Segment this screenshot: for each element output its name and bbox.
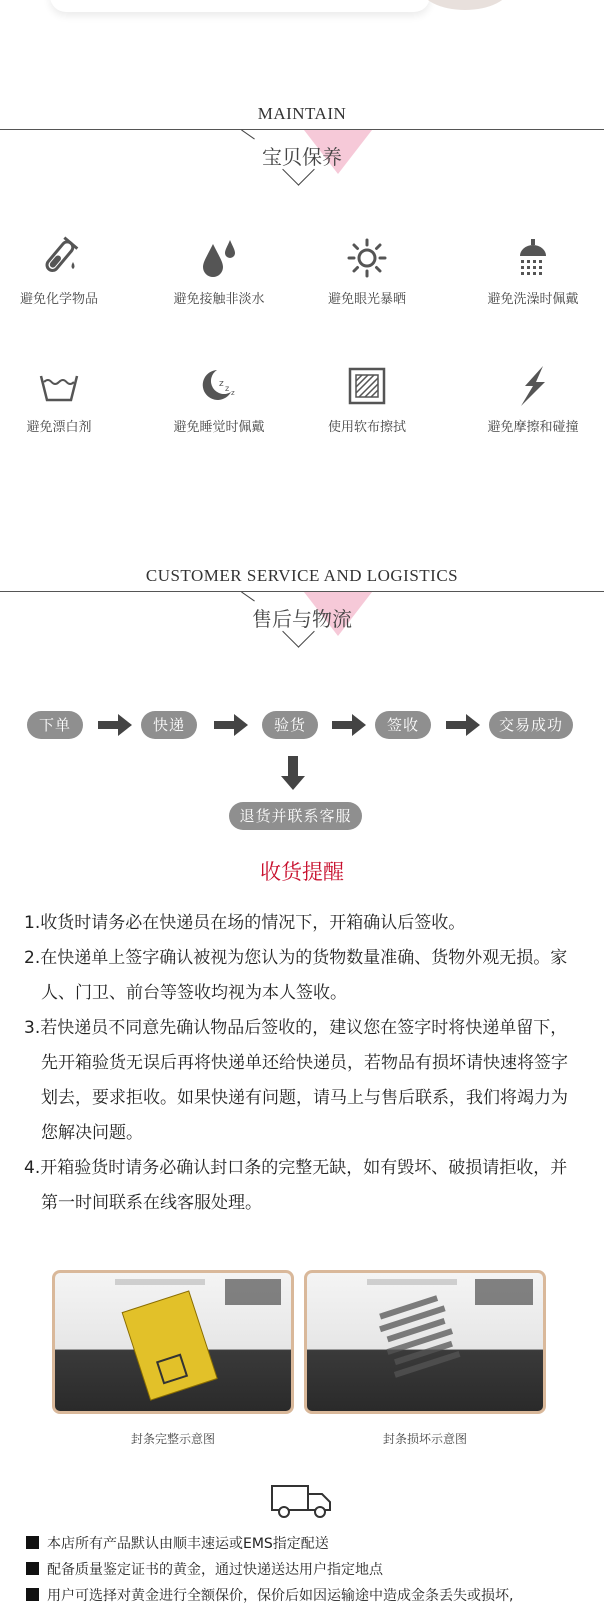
- care-label: 避免漂白剂: [26, 420, 92, 435]
- flow-step-sign: 签收: [375, 711, 431, 739]
- care-label: 避免洗澡时佩戴: [487, 292, 579, 307]
- shipping-line: 用户可选择对黄金进行全额保价，保价后如因运输途中造成金条丢失或损坏,: [26, 1585, 513, 1605]
- svg-text:z: z: [225, 384, 230, 393]
- care-item-sleep: [144, 364, 294, 435]
- care-label: 避免接触非淡水: [173, 292, 265, 307]
- arrow-right-icon: [98, 714, 132, 736]
- care-item-shower: [458, 236, 604, 307]
- arrow-right-icon: [332, 714, 366, 736]
- flow-step-inspect: 验货: [262, 711, 318, 739]
- care-item-bleach: [0, 364, 134, 435]
- water-drops-icon: [197, 236, 241, 280]
- care-label: 避免化学物品: [19, 292, 98, 307]
- notice-item: 1.收货时请务必在快递员在场的情况下，开箱确认后签收。: [24, 913, 466, 933]
- maintain-slash: [241, 130, 255, 140]
- sun-icon: [345, 236, 389, 280]
- seal-intact-photo: [52, 1270, 294, 1414]
- service-slash: [241, 592, 255, 602]
- sleep-moon-icon: [197, 364, 241, 408]
- arrow-right-icon: [214, 714, 248, 736]
- care-label: 使用软布擦拭: [327, 420, 406, 435]
- notice-item: 4.开箱验货时请务必确认封口条的完整无缺，如有毁坏、破损请拒收，并第一时间联系在线客服处理。: [24, 1158, 568, 1213]
- care-item-chemicals: [0, 236, 134, 307]
- lightning-icon: [511, 364, 555, 408]
- care-item-friction: [458, 364, 604, 435]
- maintain-title-cn: 宝贝保养: [262, 145, 342, 169]
- care-label: 避免眼光暴晒: [327, 292, 406, 307]
- shipping-line: 本店所有产品默认由顺丰速运或EMS指定配送: [26, 1533, 329, 1553]
- seal-broken-photo: [304, 1270, 546, 1414]
- bullet-square: [26, 1562, 39, 1575]
- service-title-en: CUSTOMER SERVICE AND LOGISTICS: [145, 566, 459, 585]
- truck-icon: [270, 1480, 334, 1520]
- flow-step-order: 下单: [27, 711, 83, 739]
- flow-step-success: 交易成功: [489, 711, 573, 739]
- notice-item: 3.若快递员不同意先确认物品后签收的，建议您在签字时将快递单留下，先开箱验货无误后再将快递单还给快递员，若物品有损坏请快速将签字划去，要求拒收。如果快递有问题，请马上与售后联系，我们将竭力为您解决问题。: [24, 1018, 568, 1143]
- wash-tub-icon: [37, 364, 81, 408]
- service-title-cn: 售后与物流: [252, 607, 352, 631]
- bullet-square: [26, 1588, 39, 1601]
- photo-caption: 封条完整示意图: [130, 1432, 215, 1446]
- svg-text:z: z: [231, 389, 235, 397]
- arrow-down-icon: [281, 756, 305, 790]
- svg-text:z: z: [219, 379, 224, 389]
- product-card-remnant: [50, 0, 430, 12]
- notice-list: [24, 906, 580, 1221]
- notice-title: 收货提醒: [260, 860, 344, 884]
- soft-cloth-icon: [345, 364, 389, 408]
- shower-icon: [511, 236, 555, 280]
- bullet-square: [26, 1536, 39, 1549]
- arrow-right-icon: [446, 714, 480, 736]
- test-tube-icon: [37, 236, 81, 280]
- maintain-divider: [0, 129, 604, 130]
- maintain-title-en: MAINTAIN: [257, 104, 347, 123]
- care-label: 避免睡觉时佩戴: [173, 420, 265, 435]
- notice-item: 2.在快递单上签字确认被视为您认为的货物数量准确、货物外观无损。家人、门卫、前台等签收均视为本人签收。: [24, 948, 568, 1003]
- care-label: 避免摩擦和碰撞: [487, 420, 579, 435]
- shipping-line: 配备质量鉴定证书的黄金，通过快递送达用户指定地点: [26, 1559, 383, 1579]
- care-item-water: [144, 236, 294, 307]
- product-disc-remnant: [420, 0, 510, 10]
- flow-step-express: 快递: [141, 711, 197, 739]
- care-item-cloth: [292, 364, 442, 435]
- photo-caption: 封条损坏示意图: [382, 1432, 467, 1446]
- return-contact-pill: 退货并联系客服: [229, 802, 362, 830]
- service-divider: [0, 591, 604, 592]
- care-item-sun: [292, 236, 442, 307]
